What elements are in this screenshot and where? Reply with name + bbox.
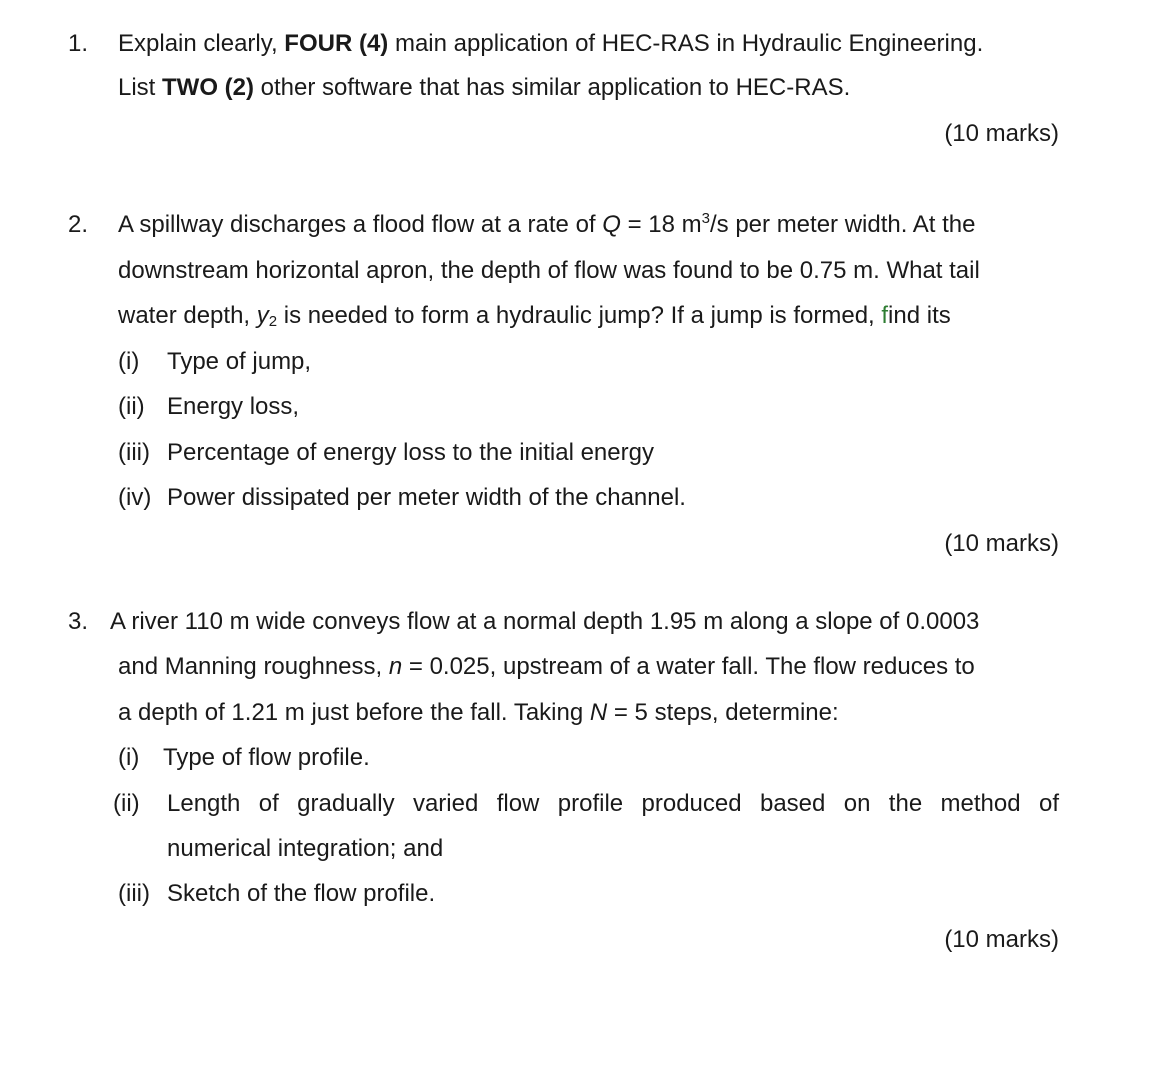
question-2-item-2-text: Energy loss, (167, 393, 300, 420)
question-3-number: 3. (68, 608, 89, 635)
question-3-line-1: A river 110 m wide conveys flow at a normal depth 1.95 m along a slope of 0.0003 (110, 608, 980, 635)
question-2-item-1-label: (i) (118, 348, 140, 375)
question-3-item-2-continuation: numerical integration; and (167, 835, 444, 862)
question-3-item-2-label: (ii) (113, 790, 140, 817)
question-2-marks: (10 marks) (944, 530, 1059, 557)
question-2-line-2: downstream horizontal apron, the depth of flow was found to be 0.75 m. What tail (118, 257, 980, 284)
question-2-item-1-text: Type of jump, (167, 348, 312, 375)
question-2-line-3: water depth, $y_2$ is needed to form a hydraulic jump? If a jump is formed, find its (118, 302, 951, 330)
question-3-line-2: and Manning roughness, n = 0.025, upstream of a water fall. The flow reduces to (118, 653, 975, 680)
question-2-item-3-label: (iii) (118, 439, 150, 466)
question-1-marks: (10 marks) (944, 120, 1059, 147)
question-3-item-2-text: Length of gradually varied flow profile produced based on the method of (167, 790, 1059, 817)
question-3-item-3-label: (iii) (118, 880, 150, 907)
question-1-line-1: Explain clearly, FOUR (4) main application of HEC-RAS in Hydraulic Engineering. (118, 30, 984, 57)
question-2-item-2-label: (ii) (118, 393, 145, 420)
question-3-item-3-text: Sketch of the flow profile. (167, 880, 436, 907)
question-3-marks: (10 marks) (944, 926, 1059, 953)
question-2-item-4-label: (iv) (118, 484, 152, 511)
question-2-item-3-text: Percentage of energy loss to the initial energy (167, 439, 654, 466)
question-3-item-1-text: Type of flow profile. (163, 744, 370, 771)
question-1-number: 1. (68, 30, 89, 57)
question-3-line-3: a depth of 1.21 m just before the fall. Taking N = 5 steps, determine: (118, 699, 839, 726)
question-3-item-1-label: (i) (118, 744, 140, 771)
question-2-number: 2. (68, 211, 89, 238)
question-2-line-1: A spillway discharges a flood flow at a rate of Q = 18 $m^3/s$ per meter width. At the (118, 210, 976, 238)
question-1-line-2: List TWO (2) other software that has similar application to HEC-RAS. (118, 74, 851, 101)
question-2-item-4-text: Power dissipated per meter width of the channel. (167, 484, 686, 511)
